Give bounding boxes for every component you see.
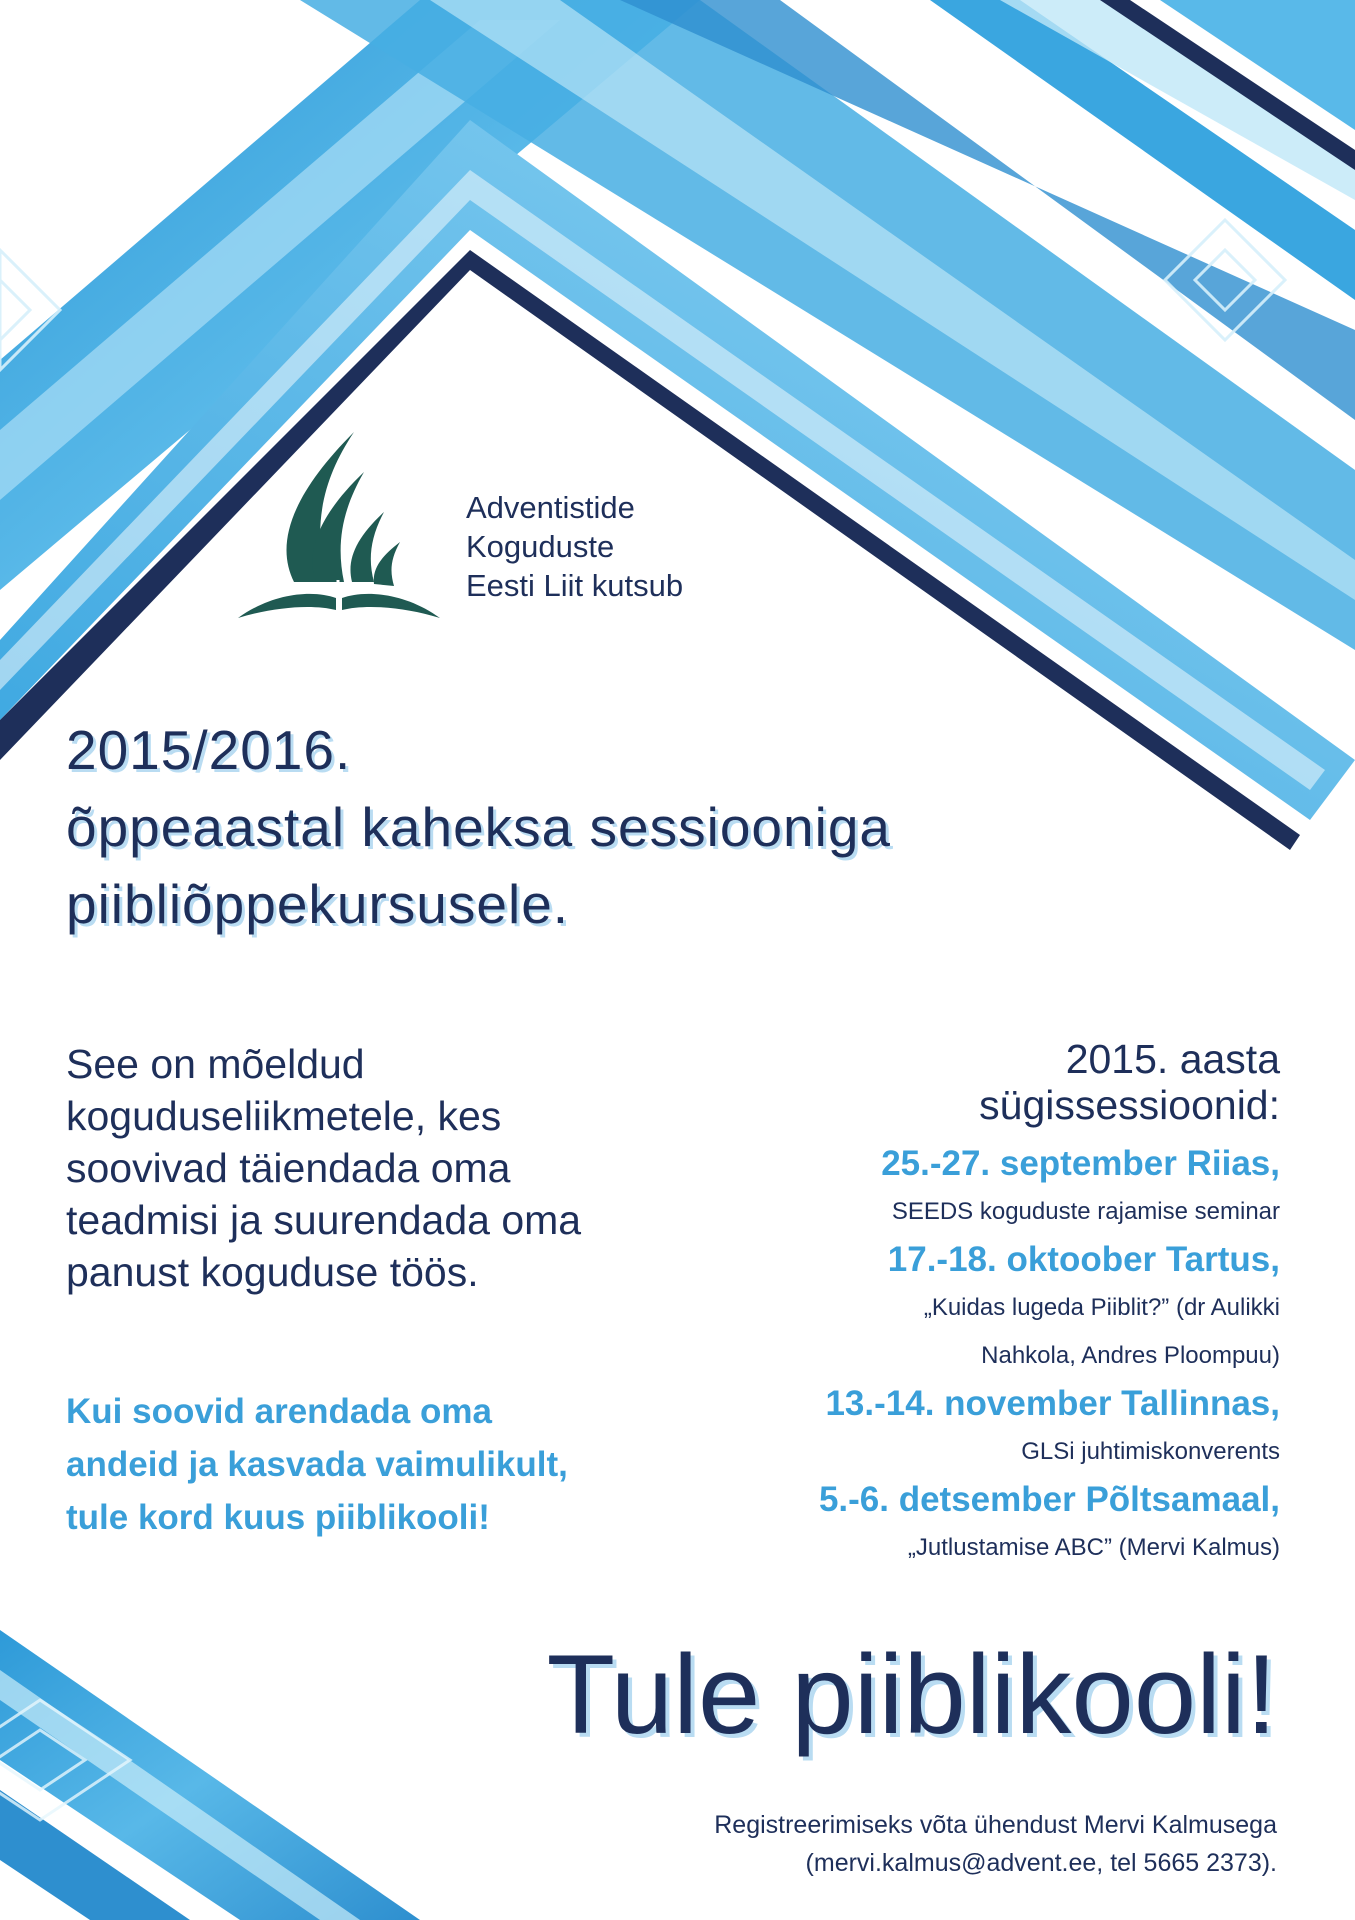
invite-line: tule kord kuus piiblikooli!: [66, 1498, 490, 1537]
session-description: SEEDS koguduste rajamise seminar: [891, 1198, 1280, 1225]
open-bible-flame-icon: [234, 432, 444, 622]
org-line: Adventistide: [466, 490, 635, 525]
corner-band-bottom-left: [0, 1630, 420, 1920]
call-to-action-title: Tule piiblikooli!: [546, 1632, 1277, 1757]
org-line: Eesti Liit kutsub: [466, 568, 684, 603]
headline: [66, 712, 891, 943]
contact-line: (mervi.kalmus@advent.ee, tel 5665 2373).: [805, 1849, 1277, 1877]
sessions-list: [819, 1036, 1280, 1572]
sessions-title-line: 2015. aasta: [1065, 1036, 1280, 1082]
intro-line: panust koguduse töös.: [66, 1249, 479, 1295]
organization-name: [466, 488, 683, 605]
sessions-title: [819, 1036, 1280, 1128]
headline-line: piibliõppekursusele.: [66, 873, 570, 935]
org-line: Koguduste: [466, 529, 615, 564]
session-description: GLSi juhtimiskonverents: [1021, 1438, 1280, 1465]
session-date: 5.-6. detsember Põltsamaal,: [818, 1480, 1280, 1519]
contact-line: Registreerimiseks võta ühendust Mervi Kalmusega: [714, 1811, 1277, 1839]
intro-line: teadmisi ja suurendada oma: [66, 1197, 582, 1243]
headline-line: õppeaastal kaheksa sessiooniga: [66, 796, 892, 858]
sessions-title-line: sügissessioonid:: [979, 1082, 1280, 1128]
intro-text: [66, 1038, 766, 1298]
intro-line: See on mõeldud: [66, 1041, 365, 1087]
session-date: 17.-18. oktoober Tartus,: [887, 1240, 1280, 1279]
invite-line: Kui soovid arendada oma: [66, 1392, 492, 1431]
intro-line: koguduseliikmetele, kes: [66, 1093, 502, 1139]
headline-line: 2015/2016.: [66, 719, 352, 781]
invite-line: andeid ja kasvada vaimulikult,: [66, 1445, 568, 1484]
invite-text: [66, 1385, 568, 1544]
session-date: 13.-14. november Tallinnas,: [825, 1384, 1280, 1423]
session-description: Nahkola, Andres Ploompuu): [981, 1342, 1280, 1369]
session-description: „Jutlustamise ABC” (Mervi Kalmus): [907, 1534, 1280, 1561]
session-date: 25.-27. september Riias,: [881, 1144, 1280, 1183]
intro-line: soovivad täiendada oma: [66, 1145, 511, 1191]
session-description: „Kuidas lugeda Piiblit?” (dr Aulikki: [923, 1294, 1280, 1321]
contact-info: [714, 1806, 1277, 1882]
